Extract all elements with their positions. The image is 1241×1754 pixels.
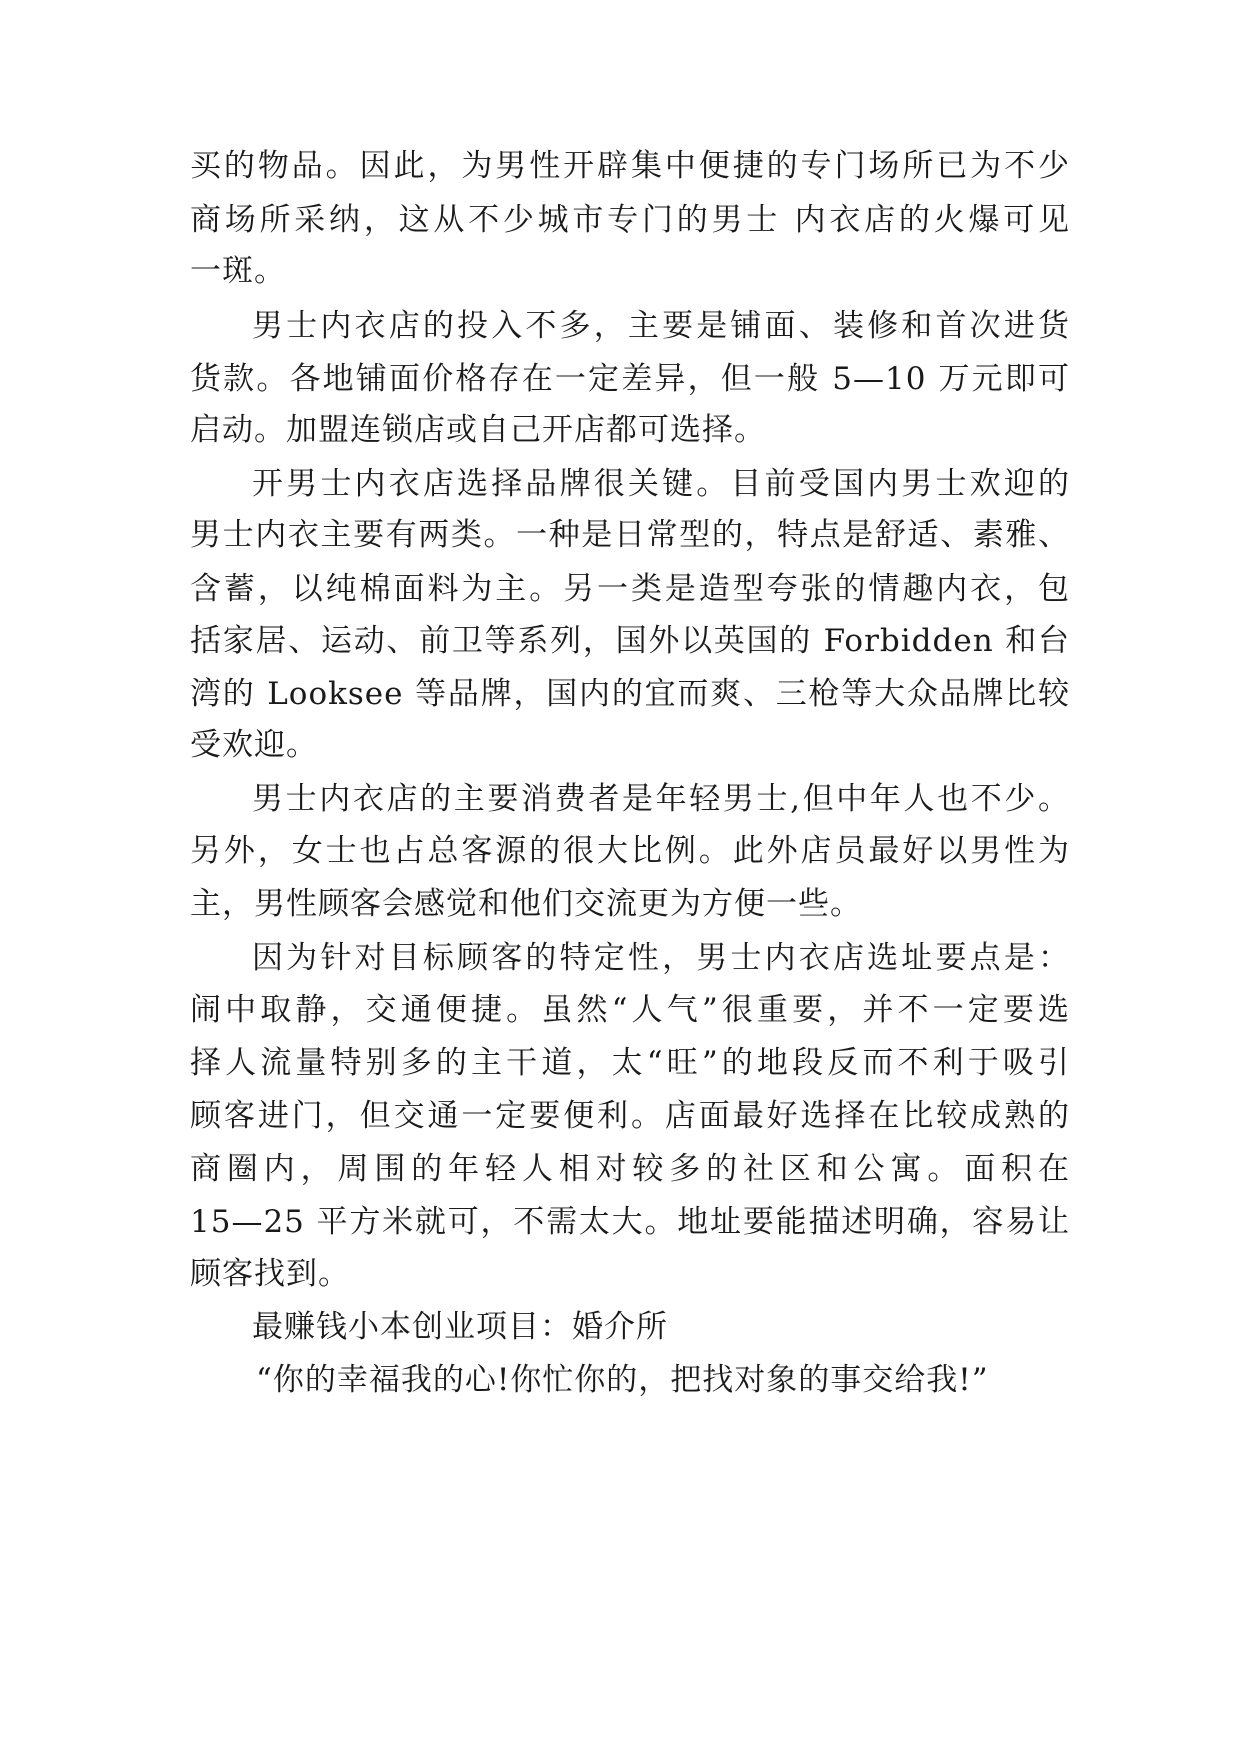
text-line-7: 开男士内衣店选择品牌很关键。目前受国内男士欢迎的 xyxy=(252,466,1070,502)
text-line-20: 商圈内，周围的年轻人相对较多的社区和公寓。面积在 xyxy=(190,1151,1070,1187)
text-line-1: 买的物品。因此，为男性开辟集中便捷的专门场所已为不少 xyxy=(190,148,1070,184)
text-line-5: 货款。各地铺面价格存在一定差异，但一般 5—10 万元即可 xyxy=(190,361,1070,397)
text-line-17: 闹中取静，交通便捷。虽然“人气”很重要，并不一定要选 xyxy=(190,992,1070,1028)
text-line-15: 主，男性顾客会感觉和他们交流更为方便一些。 xyxy=(190,886,862,922)
section-heading: 最赚钱小本创业项目：婚介所 xyxy=(252,1309,668,1345)
text-line-2: 商场所采纳，这从不少城市专门的男士 内衣店的火爆可见 xyxy=(190,202,1070,238)
text-line-3: 一斑。 xyxy=(190,253,286,289)
text-line-12: 受欢迎。 xyxy=(190,727,318,763)
text-line-16: 因为针对目标顾客的特定性，男士内衣店选址要点是： xyxy=(252,940,1070,976)
text-line-19: 顾客进门，但交通一定要便利。店面最好选择在比较成熟的 xyxy=(190,1098,1070,1134)
text-line-9: 含蓄，以纯棉面料为主。另一类是造型夸张的情趣内衣，包 xyxy=(190,571,1070,607)
text-line-11: 湾的 Looksee 等品牌，国内的宜而爽、三枪等大众品牌比较 xyxy=(190,676,1070,712)
text-line-10: 括家居、运动、前卫等系列，国外以英国的 Forbidden 和台 xyxy=(190,623,1070,659)
quote-line: “你的幸福我的心!你忙你的，把找对象的事交给我!” xyxy=(256,1362,989,1398)
text-line-18: 择人流量特别多的主干道，太“旺”的地段反而不利于吸引 xyxy=(190,1045,1070,1081)
text-line-21: 15—25 平方米就可，不需太大。地址要能描述明确，容易让 xyxy=(190,1204,1070,1240)
text-line-13: 男士内衣店的主要消费者是年轻男士,但中年人也不少。 xyxy=(252,781,1070,817)
text-line-14: 另外，女士也占总客源的很大比例。此外店员最好以男性为 xyxy=(190,833,1070,869)
text-line-8: 男士内衣主要有两类。一种是日常型的，特点是舒适、素雅、 xyxy=(190,517,1070,553)
text-line-6: 启动。加盟连锁店或自己开店都可选择。 xyxy=(190,412,766,448)
text-line-4: 男士内衣店的投入不多，主要是铺面、装修和首次进货 xyxy=(252,308,1070,344)
text-line-22: 顾客找到。 xyxy=(190,1256,350,1292)
